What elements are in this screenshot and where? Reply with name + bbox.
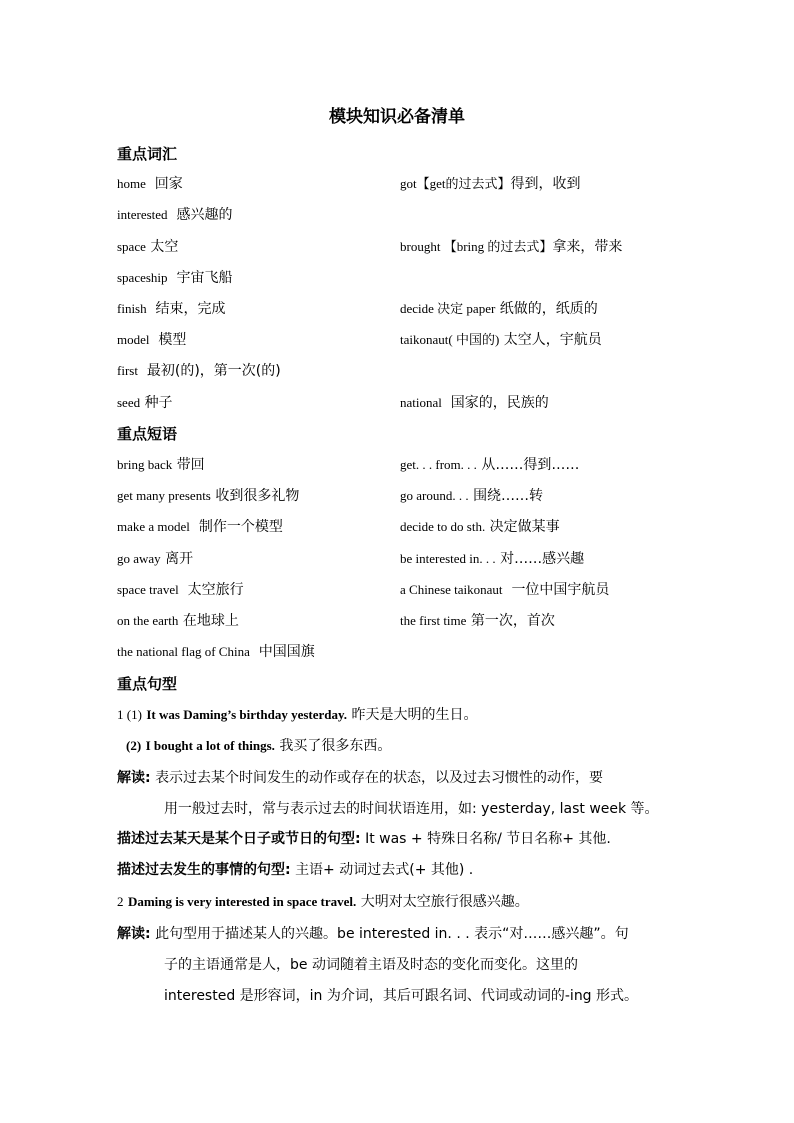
meaning: 带回 — [176, 457, 205, 473]
phrase-row — [117, 610, 687, 632]
meaning: 在地球上 — [182, 613, 239, 629]
meaning: 太空 — [150, 239, 179, 255]
phrase: the national flag of China — [117, 644, 250, 659]
phrase: get. . . from. . . — [400, 457, 477, 472]
vocab-row — [117, 173, 687, 195]
meaning: 收到很多礼物 — [215, 488, 300, 504]
item-number: 1 (1) — [117, 707, 142, 722]
item-number: 2 — [117, 894, 124, 909]
meaning: 第一次，首次 — [470, 613, 555, 629]
term: decide 决定 paper — [400, 301, 496, 316]
term: taikonaut( 中国的) — [400, 332, 500, 347]
explanation-text: 此句型用于描述某人的兴趣。be interested in. . . 表示“对……感兴趣”。句 — [155, 926, 629, 942]
example-sentence-1a — [117, 704, 687, 726]
meaning: 回家 — [154, 176, 183, 192]
term: finish — [117, 301, 147, 316]
sentence-en: I bought a lot of things. — [145, 738, 275, 753]
meaning: 中国国旗 — [258, 644, 315, 660]
meaning: 感兴趣的 — [176, 207, 233, 223]
vocab-row — [117, 236, 687, 258]
sentence-zh: 我买了很多东西。 — [279, 738, 392, 754]
phrase: on the earth — [117, 613, 179, 628]
explanation-text: 子的主语通常是人，be 动词随着主语及时态的变化而变化。这里的 — [164, 957, 578, 973]
phrase: a Chinese taikonaut — [400, 582, 503, 597]
term: spaceship — [117, 270, 168, 285]
example-sentence-1b — [126, 735, 696, 757]
phrase-row — [117, 516, 687, 538]
section-heading-vocabulary: 重点词汇 — [117, 145, 178, 163]
meaning: 围绕……转 — [473, 488, 544, 504]
explanation-text: 表示过去某个时间发生的动作或存在的状态，以及过去习惯性的动作，要 — [155, 770, 604, 786]
meaning: 结束，完成 — [155, 301, 226, 317]
meaning: 宇宙飞船 — [176, 270, 233, 286]
sentence-en: It was Daming’s birthday yesterday. — [146, 707, 348, 722]
sentence-en: Daming is very interested in space travel. — [127, 894, 357, 909]
term: national — [400, 395, 442, 410]
phrase-row — [117, 548, 687, 570]
term: first — [117, 363, 138, 378]
term: interested — [117, 207, 168, 222]
meaning: 得到，收到 — [510, 176, 581, 192]
vocab-row — [117, 392, 687, 414]
explanation-2 — [117, 919, 687, 1012]
explanation-label: 解读: — [117, 770, 151, 786]
phrase: decide to do sth. — [400, 519, 486, 534]
explanation-1 — [117, 763, 687, 825]
vocab-row — [117, 360, 687, 382]
meaning: 离开 — [165, 551, 194, 567]
meaning: 模型 — [158, 332, 187, 348]
vocab-row — [117, 298, 687, 320]
pattern-2 — [117, 859, 687, 881]
meaning: 从……得到…… — [481, 457, 580, 473]
pattern-text: It was + 特殊日名称/ 节日名称+ 其他. — [365, 831, 611, 847]
explanation-text: 用一般过去时，常与表示过去的时间状语连用，如: yesterday, last week 等。 — [164, 801, 659, 817]
vocab-row — [117, 204, 687, 226]
vocab-row — [117, 267, 687, 289]
meaning: 太空旅行 — [187, 582, 244, 598]
meaning: 纸做的，纸质的 — [499, 301, 598, 317]
phrase: bring back — [117, 457, 173, 472]
term: space — [117, 239, 146, 254]
phrase: space travel — [117, 582, 179, 597]
page-title: 模块知识必备清单 — [329, 107, 465, 127]
phrase: get many presents — [117, 488, 211, 503]
phrase: be interested in. . . — [400, 551, 496, 566]
pattern-1 — [117, 828, 687, 850]
meaning: 一位中国宇航员 — [511, 582, 610, 598]
section-heading-phrases: 重点短语 — [117, 425, 178, 443]
meaning: 决定做某事 — [489, 519, 560, 535]
meaning: 种子 — [144, 395, 173, 411]
phrase: make a model — [117, 519, 190, 534]
term: home — [117, 176, 146, 191]
example-sentence-2 — [117, 891, 687, 913]
phrase-row — [117, 485, 687, 507]
phrase-row — [117, 454, 687, 476]
sentence-zh: 昨天是大明的生日。 — [351, 707, 478, 723]
meaning: 国家的，民族的 — [450, 395, 549, 411]
meaning: 最初(的)，第一次(的) — [146, 363, 281, 379]
meaning: 制作一个模型 — [198, 519, 283, 535]
section-heading-sentences: 重点句型 — [117, 675, 178, 693]
phrase: the first time — [400, 613, 467, 628]
phrase: go away — [117, 551, 161, 566]
meaning: 太空人，宇航员 — [503, 332, 602, 348]
pattern-label: 描述过去某天是某个日子或节日的句型: — [117, 831, 361, 847]
sentence-zh: 大明对太空旅行很感兴趣。 — [360, 894, 529, 910]
pattern-text: 主语+ 动词过去式(+ 其他) . — [295, 862, 474, 878]
item-number: (2) — [126, 738, 142, 753]
pattern-label: 描述过去发生的事情的句型: — [117, 862, 291, 878]
explanation-label: 解读: — [117, 926, 151, 942]
vocab-row — [117, 329, 687, 351]
term: model — [117, 332, 150, 347]
meaning: 拿来，带来 — [552, 239, 623, 255]
term: brought 【bring 的过去式】 — [400, 239, 553, 254]
phrase: go around. . . — [400, 488, 469, 503]
phrase-row — [117, 641, 687, 663]
explanation-text: interested 是形容词，in 为介词，其后可跟名词、代词或动词的-ing 形式。 — [164, 988, 639, 1004]
meaning: 对……感兴趣 — [500, 551, 585, 567]
term: seed — [117, 395, 141, 410]
phrase-row — [117, 579, 687, 601]
term: got【get的过去式】 — [400, 176, 511, 191]
